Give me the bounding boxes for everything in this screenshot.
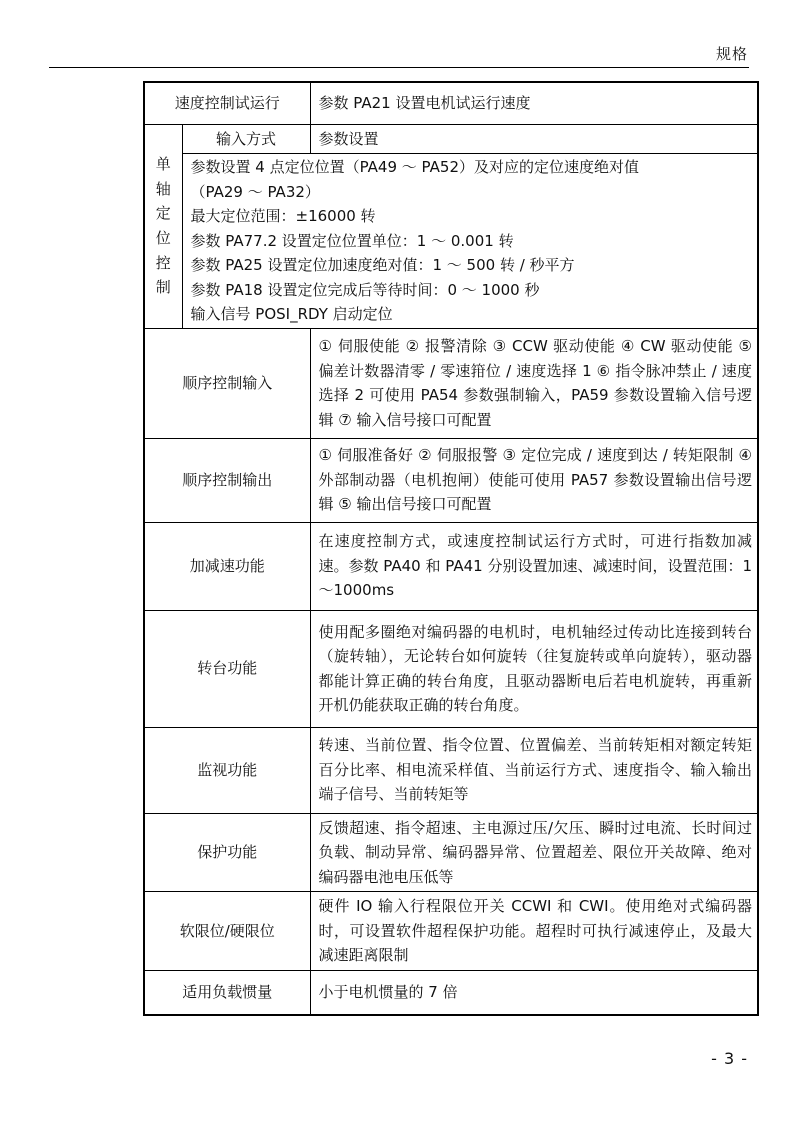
table-row-limit	[144, 892, 758, 971]
inertia-label: 适用负载惯量	[144, 970, 310, 1015]
single-axis-label	[144, 124, 182, 328]
single-axis-label-char: 单	[155, 155, 171, 174]
table-row-accel	[144, 522, 758, 610]
monitor-label: 监视功能	[144, 727, 310, 813]
input-method-value: 参数设置	[310, 124, 758, 154]
single-axis-label-char: 轴	[155, 179, 171, 198]
single-axis-line: 参数 PA77.2 设置定位位置单位：1 ～ 0.001 转	[190, 231, 514, 250]
table-row-protect	[144, 813, 758, 892]
single-axis-label-char: 位	[155, 229, 171, 247]
spec-table	[143, 81, 759, 1016]
speed-trial-value: 参数 PA21 设置电机试运行速度	[310, 82, 758, 124]
single-axis-line: （PA29 ～ PA32）	[190, 182, 320, 201]
single-axis-line: 输入信号 POSI_RDY 启动定位	[190, 305, 393, 323]
page-number: - 3 -	[711, 1049, 748, 1068]
single-axis-line: 参数设置 4 点定位位置（PA49 ～ PA52）及对应的定位速度绝对值	[190, 158, 639, 176]
accel-value: 在速度控制方式，或速度控制试运行方式时，可进行指数加减速。参数 PA40 和 PA41 分别设置加速、减速时间，设置范围：1～1000ms	[310, 522, 758, 610]
single-axis-line: 最大定位范围：±16000 转	[190, 207, 376, 225]
single-axis-label-char: 制	[155, 278, 171, 297]
seq-input-label: 顺序控制输入	[144, 328, 310, 438]
table-row-turntable	[144, 610, 758, 727]
single-axis-line: 参数 PA18 设置定位完成后等待时间：0 ～ 1000 秒	[190, 280, 540, 299]
header-title: 规格	[715, 45, 748, 63]
monitor-value: 转速、当前位置、指令位置、位置偏差、当前转矩相对额定转矩百分比率、相电流采样值、当前运行方式、速度指令、输入输出端子信号、当前转矩等	[310, 727, 758, 813]
accel-label: 加减速功能	[144, 522, 310, 610]
seq-input-value: ① 伺服使能 ② 报警清除 ③ CCW 驱动使能 ④ CW 驱动使能 ⑤ 偏差计数器清零 / 零速箝位 / 速度选择 1 ⑥ 指令脉冲禁止 / 速度选择 2 可使用 PA54 参数强制输入，PA59 参数设置输入信号逻辑 ⑦ 输入信号接口可配置	[310, 328, 758, 438]
seq-output-value: ① 伺服准备好 ② 伺服报警 ③ 定位完成 / 速度到达 / 转矩限制 ④ 外部制动器（电机抱闸）使能可使用 PA57 参数设置输出信号逻辑 ⑤ 输出信号接口可配置	[310, 438, 758, 522]
table-row-monitor	[144, 727, 758, 813]
limit-label: 软限位/硬限位	[144, 892, 310, 971]
single-axis-label-char: 控	[155, 253, 171, 272]
seq-output-label: 顺序控制输出	[144, 438, 310, 522]
inertia-value: 小于电机惯量的 7 倍	[310, 970, 758, 1015]
table-row-inertia	[144, 970, 758, 1015]
header-rule	[49, 67, 749, 68]
single-axis-details	[182, 154, 758, 329]
protect-value: 反馈超速、指令超速、主电源过压/欠压、瞬时过电流、长时间过负载、制动异常、编码器异常、位置超差、限位开关故障、绝对编码器电池电压低等	[310, 813, 758, 892]
table-row-speed-trial	[144, 82, 758, 124]
single-axis-line: 参数 PA25 设置定位加速度绝对值：1 ～ 500 转 / 秒平方	[190, 256, 575, 274]
table-row-seq-input	[144, 328, 758, 438]
limit-value: 硬件 IO 输入行程限位开关 CCWI 和 CWI。使用绝对式编码器时，可设置软件超程保护功能。超程时可执行减速停止，及最大减速距离限制	[310, 892, 758, 971]
single-axis-label-char: 定	[155, 204, 171, 223]
turntable-value: 使用配多圈绝对编码器的电机时，电机轴经过传动比连接到转台（旋转轴），无论转台如何旋转（往复旋转或单向旋转），驱动器都能计算正确的转台角度，且驱动器断电后若电机旋转，再重新开机仍能获取正确的转台角度。	[310, 610, 758, 727]
table-row-seq-output	[144, 438, 758, 522]
table-row-single-axis-details	[144, 154, 758, 329]
table-row-single-axis-input	[144, 124, 758, 154]
input-method-label: 输入方式	[182, 124, 310, 154]
turntable-label: 转台功能	[144, 610, 310, 727]
speed-trial-label: 速度控制试运行	[144, 82, 310, 124]
protect-label: 保护功能	[144, 813, 310, 892]
